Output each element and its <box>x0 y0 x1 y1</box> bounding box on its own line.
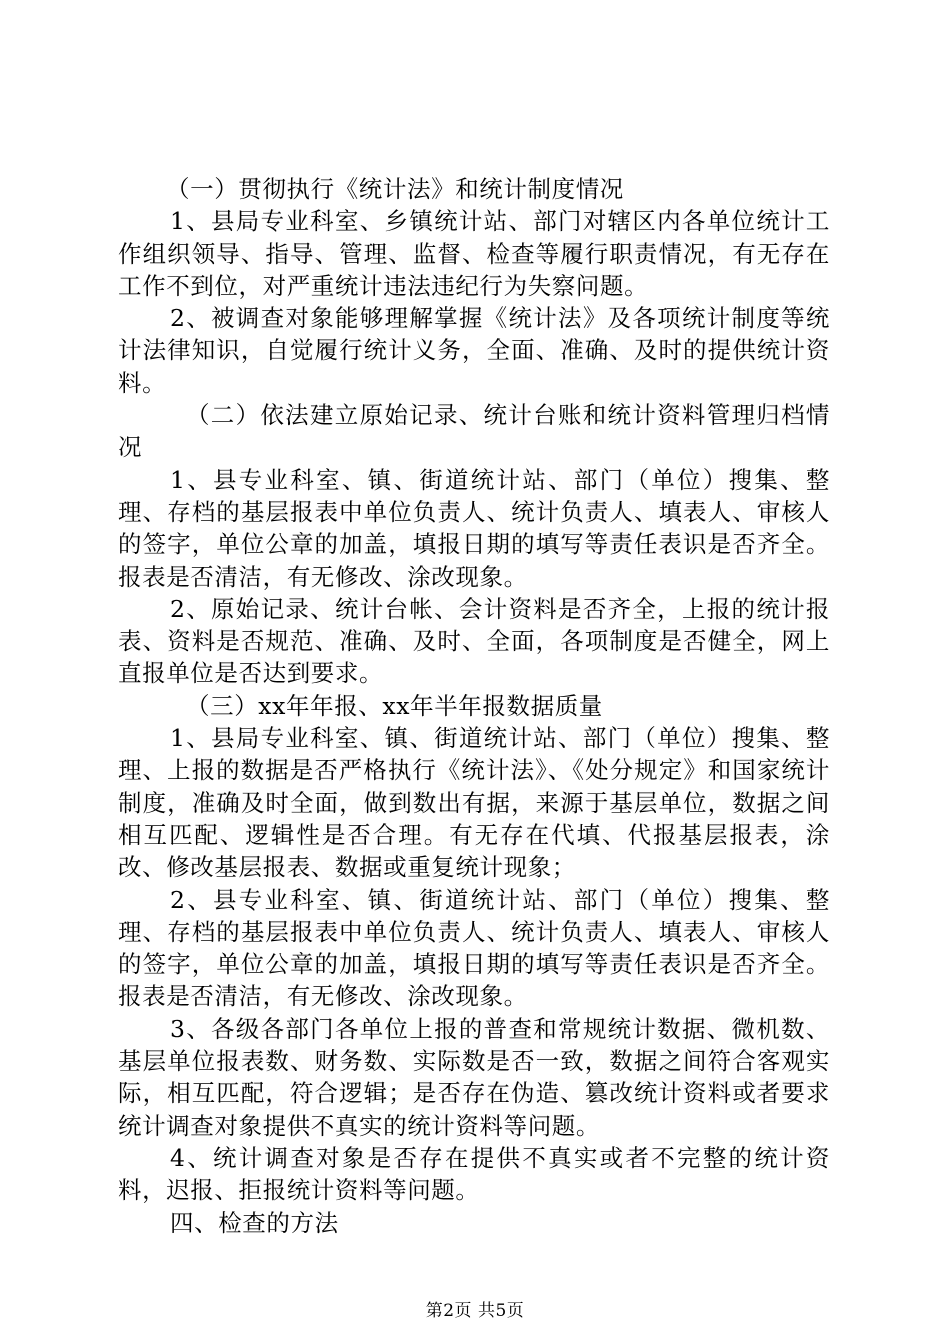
section-heading-1: （一）贯彻执行《统计法》和统计制度情况 <box>166 175 624 203</box>
section-heading-3: （三）xx年年报、xx年半年报数据质量 <box>186 691 603 720</box>
document-body <box>118 173 830 1239</box>
section-heading-2: （二）依法建立原始记录、统计台账和统计资料管理归档情况 <box>118 401 830 462</box>
paragraph: 1、县局专业科室、镇、街道统计站、部门（单位）搜集、整理、上报的数据是否严格执行《统计法》、《处分规定》和国家统计制度，准确及时全面，做到数出有据，来源于基层单位，数据之间相互匹配、逻辑性是否合理。有无存在代填、代报基层报表，涂改、修改基层报表、数据或重复统计现象； <box>118 724 830 882</box>
section-heading-4: 四、检查的方法 <box>170 1208 339 1237</box>
paragraph: 2、原始记录、统计台帐、会计资料是否齐全，上报的统计报表、资料是否规范、准确、及时、全面，各项制度是否健全，网上直报单位是否达到要求。 <box>118 594 830 688</box>
paragraph: 1、县局专业科室、乡镇统计站、部门对辖区内各单位统计工作组织领导、指导、管理、监督、检查等履行职责情况，有无存在工作不到位，对严重统计违法违纪行为失察问题。 <box>118 207 830 300</box>
paragraph: 1、县专业科室、镇、街道统计站、部门（单位）搜集、整理、存档的基层报表中单位负责人、统计负责人、填表人、审核人的签字，单位公章的加盖，填报日期的填写等责任表识是否齐全。报表是否清洁，有无修改、涂改现象。 <box>118 465 830 591</box>
paragraph: 3、各级各部门各单位上报的普查和常规统计数据、微机数、基层单位报表数、财务数、实际数是否一致，数据之间符合客观实际，相互匹配，符合逻辑；是否存在伪造、篡改统计资料或者要求统计调查对象提供不真实的统计资料等问题。 <box>118 1014 830 1140</box>
paragraph: 2、县专业科室、镇、街道统计站、部门（单位）搜集、整理、存档的基层报表中单位负责人、统计负责人、填表人、审核人的签字，单位公章的加盖，填报日期的填写等责任表识是否齐全。报表是否清洁，有无修改、涂改现象。 <box>118 885 830 1011</box>
page-number-footer: 第2页 共5页 <box>425 1301 525 1321</box>
paragraph: 2、被调查对象能够理解掌握《统计法》及各项统计制度等统计法律知识，自觉履行统计义务，全面、准确、及时的提供统计资料。 <box>118 304 830 397</box>
paragraph: 4、统计调查对象是否存在提供不真实或者不完整的统计资料，迟报、拒报统计资料等问题。 <box>118 1143 830 1205</box>
